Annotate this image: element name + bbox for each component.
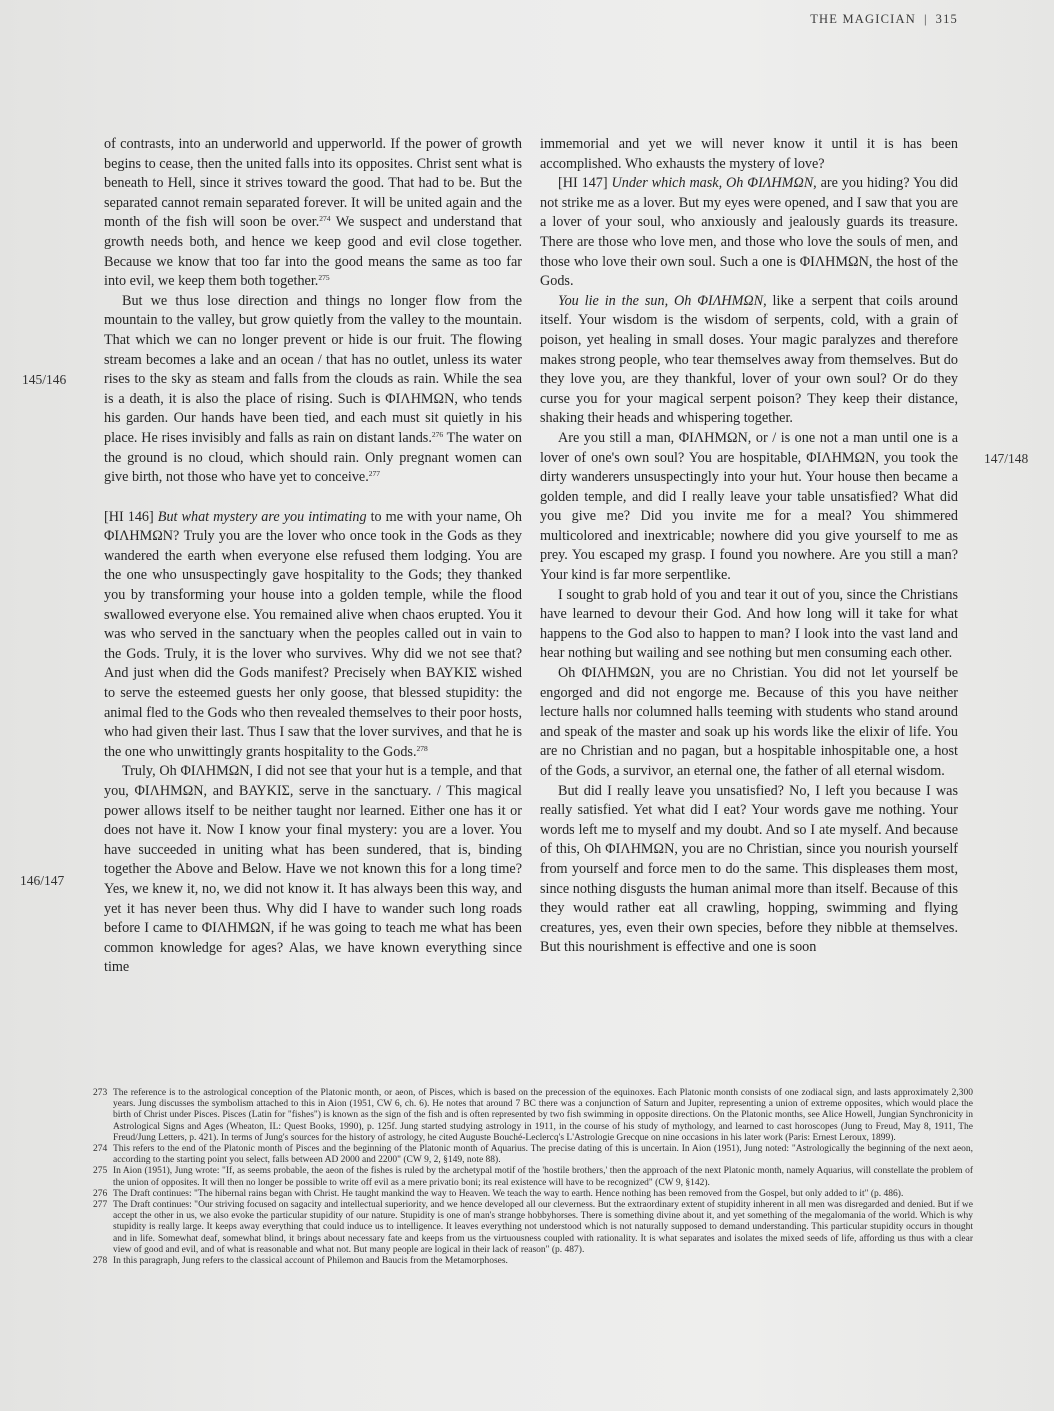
footnote: [93, 1088, 973, 1144]
footnote: [93, 1166, 973, 1188]
paragraph: of contrasts, into an underworld and upperworld. If the power of growth begins to cease, then the united falls into its opposites. Christ sent what is beneath to Hell, since it strives toward the good. That had to be. But the separated cannot remain separated forever. It will be united again and the month of the fish will soon be over.$^{274}$ We suspect and understand that growth needs both, and hence we keep good and evil close together. Because we know that too far into the good means the same as too far into evil, we keep them both together.$^{275}$: [104, 136, 522, 290]
paragraph: Are you still a man, ΦΙΛΗΜΩΝ, or / is one not a man until one is a lover of one's own soul? You are hospitable, ΦΙΛΗΜΩΝ, you took the dirty wanderers unsuspectingly into your hut. Your house then became a golden temple, and did I really leave your table unsatisfied? What did you give me? Did you invite me for a meal? You shimmered multicolored and inextricable; nowhere did you give yourself to me as prey. You escaped my grasp. I found you nowhere. Are you still a man? Your kind is far more serpentlike.: [540, 429, 958, 584]
footnote-text: This refers to the end of the Platonic month of Pisces and the beginning of the Platonic month of Aquarius. The precise dating of this is uncertain. In Aion (1951), Jung noted: "Astrologically the beginning of the next aeon, according to the starting point you select, falls between AD 2000 and 2200" (CW 9, 2, §149, note 88).: [113, 1144, 973, 1166]
chapter-title: THE MAGICIAN: [810, 12, 916, 26]
paragraph: You lie in the sun, Oh ΦΙΛΗΜΩΝ, like a serpent that coils around itself. Your wisdom is the wisdom of serpents, cold, with a grain of poison, yet healing in small doses. Your magic paralyzes and therefore makes strong people, who tear themselves away from themselves. But do they love you, are they thankful, lover of your own soul? Or do they curse you for your magical serpent poison? They keep their distance, shaking their heads and whispering together.: [540, 292, 958, 427]
footnote-text: In this paragraph, Jung refers to the classical account of Philemon and Baucis from the Metamorphoses.: [113, 1256, 508, 1267]
footnote-number: 276: [93, 1188, 108, 1199]
paragraph: [HI 146] But what mystery are you intimating to me with your name, Oh ΦΙΛΗΜΩΝ? Truly you are the lover who once took in the Gods as they wandered the earth when everyone else refused them lodging. You are the one who unsuspectingly gave hospitality to the Gods; they thanked you by transforming your house into a golden temple, while the flood swallowed everyone else. You remained alive when chaos erupted. You it was who served in the sanctuary when the peoples called out in vain to the Gods. Truly, it is the lover who survives. Why did we not see that? And just when did the Gods manifest? Precisely when ΒΑΥΚΙΣ wished to serve the esteemed guests her only goose, that blessed stupidity: the animal fled to the Gods who then revealed themselves to their poor hosts, who had given their last. Thus I saw that the lover survives, and that he is the one who unwittingly grants hospitality to the Gods.$^{278}$: [104, 508, 522, 760]
footnote: [93, 1200, 973, 1256]
italic-phrase: You lie in the sun, Oh ΦΙΛΗΜΩΝ: [558, 292, 764, 309]
footnote-number: 277: [93, 1200, 108, 1211]
paragraph: But did I really leave you unsatisfied? No, I left you because I was really satisfied. Yet what did I eat? Your words gave me nothing. Your words left me to myself and my doubt. And so I ate myself. And because of this, Oh ΦΙΛΗΜΩΝ, you are no Christian, since you nourish yourself from yourself and force men to do the same. This displeases them most, since nothing disgusts the human animal more than itself. Because of this they would rather eat all crawling, hopping, swimming and flying creatures, yes, even their own species, before they nibble at themselves. But this nourishment is effective and one is soon: [540, 782, 958, 956]
header-separator: |: [923, 12, 928, 26]
margin-ref-146-147: 146/147: [20, 873, 65, 888]
footnote-ref: 274: [319, 214, 331, 224]
footnote-text: The Draft continues: "Our striving focused on sagacity and intellectual superiority, and we hence developed all our cleverness. But the extraordinary extent of stupidity inherent in all men was disregarded and denied. But if we accept the other in us, we also evoke the particular stupidity of our nature. Stupidity is one of man's strange hobbyhorses. There is something divine about it, and yet something of the megalomania of the world. Which is why stupidity is really large. It keeps away everything that could induce us to intelligence. It leaves everything not understood which is not naturally supposed to demand understanding. This particular stupidity occurs in thought and in life. Somewhat deaf, somewhat blind, it brings about necessary fate and keeps from us the virtuousness coupled with rationality. It is what separates and isolates the mixed seeds of life, affording us thus with a clear view of good and evil, and of what is reasonable and what not. But many people are logical in their lack of reason" (p. 487).: [113, 1200, 973, 1255]
footnote-ref: 276: [431, 429, 444, 439]
footnote-text: The Draft continues: "The hibernal rains began with Christ. He taught mankind the way to Heaven. We teach the way to earth. Hence nothing has been removed from the Gospel, but only added to it" (p. 486).: [113, 1188, 904, 1199]
page-number: 315: [935, 12, 958, 26]
paragraph: I sought to grab hold of you and tear it out of you, since the Christians have learned to devour their God. And how long will it take for what happens to the God also to happen to man? I look into the vast land and hear nothing but wailing and see nothing but men consuming each other.: [540, 586, 958, 662]
hi-marker: [HI 146]: [104, 508, 158, 525]
footnote-ref: 275: [318, 273, 330, 283]
footnote-number: 275: [93, 1166, 108, 1177]
margin-ref-145-146: 145/146: [22, 372, 67, 387]
running-head: [810, 12, 958, 27]
paragraph: Oh ΦΙΛΗΜΩΝ, you are no Christian. You did not let yourself be engorged and did not engorge me. Because of this you have neither lecture halls nor columned halls teeming with students who stand around and speak of the master and soak up his words like the elixir of life. You are no Christian and no pagan, but a hospitable inhospitable one, a host of the Gods, a survivor, an eternal one, the father of all eternal wisdom.: [540, 665, 958, 779]
footnote-ref: 277: [368, 469, 381, 479]
footnote-text: The reference is to the astrological conception of the Platonic month, or aeon, of Pisces, which is based on the precession of the equinoxes. Each Platonic month consists of one zodiacal sign, and lasts approximately 2,300 years. Jung discusses the symbolism attached to this in Aion (1951, CW 6, ch. 6). He notes that around 7 BC there was a conjunction of Saturn and Jupiter, representing a union of extreme opposites, which would place the birth of Christ under Pisces. Pisces (Latin for "fishes") is known as the sign of the fish and is often represented by two fish swimming in opposite directions. On the Platonic months, see Alice Howell, Jungian Synchronicity in Astrological Signs and Ages (Wheaton, IL: Quest Books, 1990), p. 125f. Jung started studying astrology in 1911, in the course of his study of mythology, and learned to cast horoscopes (Jung to Freud, May 8, 1911, The Freud/Jung Letters, p. 421). In terms of Jung's sources for the history of astrology, he cited Auguste Bouché-Leclercq's L'Astrologie Grecque on nine occasions in his later work (Paris: Ernest Leroux, 1899).: [113, 1088, 973, 1143]
italic-phrase: But what mystery are you intimating: [157, 508, 367, 525]
italic-phrase: Under which mask, Oh ΦΙΛΗΜΩΝ: [611, 175, 814, 192]
right-text-column: [540, 135, 958, 958]
hi-marker: [HI 147]: [558, 175, 612, 192]
footnote-ref: 278: [416, 743, 428, 753]
left-text-column: [104, 135, 522, 978]
footnote-number: 274: [93, 1144, 108, 1155]
footnote-text: In Aion (1951), Jung wrote: "If, as seems probable, the aeon of the fishes is ruled by the archetypal motif of the 'hostile brothers,' then the approach of the next Platonic month, namely Aquarius, will constellate the problem of the union of opposites. It will then no longer be possible to write off evil as a mere privatio boni; its real existence will have to be recognized" (CW 9, §142).: [113, 1166, 973, 1188]
footnote: [93, 1256, 973, 1267]
footnotes: [93, 1088, 973, 1267]
footnote: [93, 1189, 973, 1200]
margin-ref-147-148: 147/148: [984, 451, 1029, 466]
footnote-number: 273: [93, 1088, 108, 1098]
paragraph: [HI 147] Under which mask, Oh ΦΙΛΗΜΩΝ, are you hiding? You did not strike me as a lover. But my eyes were opened, and I saw that you are a lover of your soul, who anxiously and jealously guards its treasure. There are those who love men, and those who love the souls of men, and those who love their own soul. Such a one is ΦΙΛΗΜΩΝ, the host of the Gods.: [540, 175, 958, 290]
footnote: [93, 1144, 973, 1166]
footnote-number: 278: [93, 1256, 108, 1267]
paragraph: immemorial and yet we will never know it until it is has been accomplished. Who exhausts the mystery of love?: [540, 136, 958, 172]
paragraph: Truly, Oh ΦΙΛΗΜΩΝ, I did not see that your hut is a temple, and that you, ΦΙΛΗΜΩΝ, and ΒΑΥΚΙΣ, serve in the sanctuary. / This magical power allows itself to be neither taught nor learned. Either one has it or does not have it. Now I know your final mystery: you are a lover. You have succeeded in uniting what has been sundered, that is, binding together the Above and Below. Have we not known this for a long time? Yes, we knew it, no, we did not know it. It has always been this way, and yet it has never been thus. Why did I have to wander such long roads before I came to ΦΙΛΗΜΩΝ, if he was going to teach me what has been common knowledge for ages? Alas, we have known everything since time: [104, 763, 522, 976]
paragraph: But we thus lose direction and things no longer flow from the mountain to the valley, but grow quietly from the valley to the mountain. That which we can no longer prevent or hide is our fruit. The flowing stream becomes a lake and an ocean / that has no outlet, unless its water rises to the sky as steam and falls from the clouds as rain. While the sea is a death, it is also the place of rising. Such is ΦΙΛΗΜΩΝ, who tends his garden. Our hands have been tied, and each must sit quietly in his place. He rises invisibly and falls as rain on distant lands.$^{276}$ The water on the ground is no cloud, which should rain. Only pregnant women can give birth, not those who have yet to conceive.$^{277}$: [104, 292, 522, 486]
